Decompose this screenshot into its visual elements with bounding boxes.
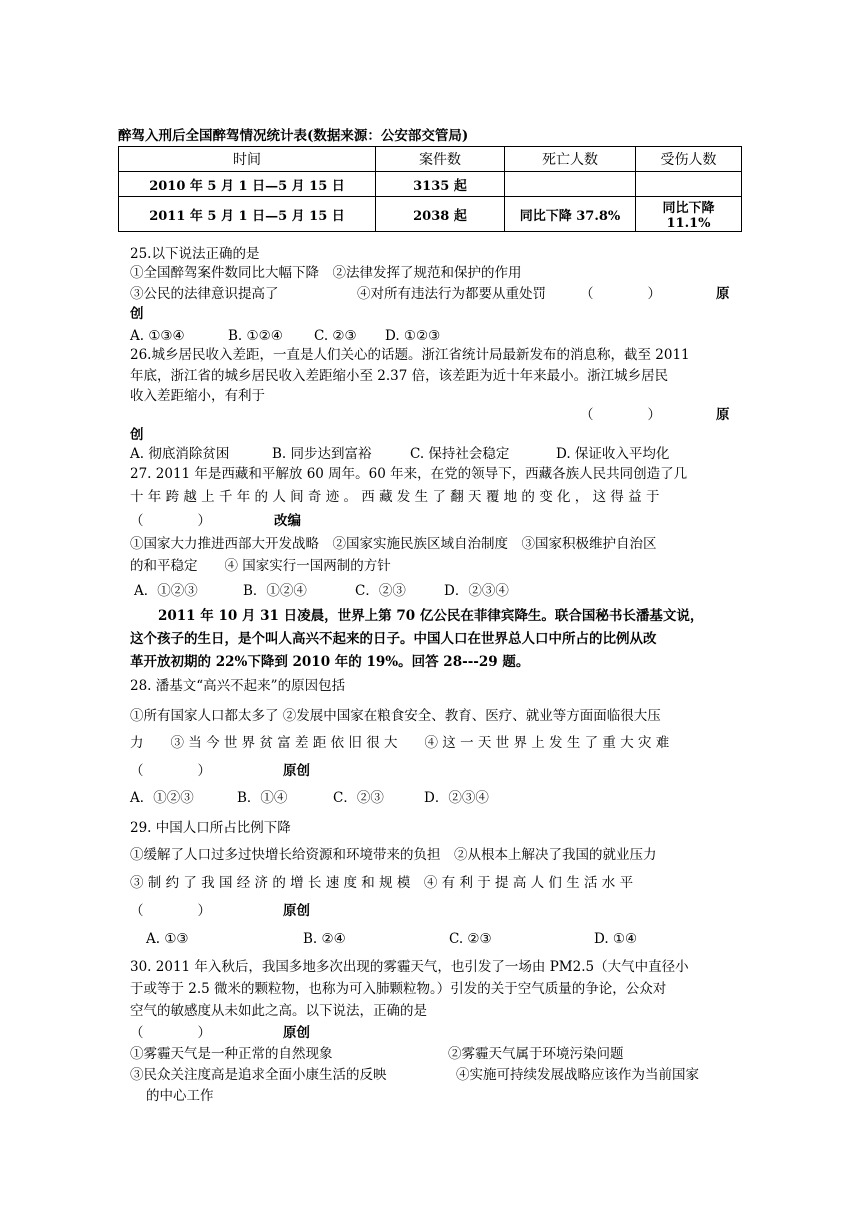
cell-injuries: 同比下降 11.1% <box>636 197 742 232</box>
q27-answer-paren: （ ） <box>130 513 211 529</box>
q25-option3: ③公民的法律意识提高了 <box>130 286 279 302</box>
q28-tag: 原创 <box>283 763 310 779</box>
q26-choice-d: D. 保证收入平均化 <box>556 446 670 462</box>
q27-choice-a: A．①②③ <box>134 583 198 599</box>
q30-answer-paren: （ ） <box>130 1025 211 1041</box>
passage-line3: 革开放初期的 22%下降到 2010 年的 19%。回答 28---29 题。 <box>130 654 530 670</box>
passage-line1: 2011 年 10 月 31 日凌晨，世界上第 70 亿公民在菲律宾降生。联合国秘书长潘基文说， <box>158 608 704 624</box>
cell-deaths: 同比下降 37.8% <box>505 197 636 232</box>
cell-deaths <box>505 172 636 197</box>
q26-line3: 收入差距缩小，有利于 <box>130 388 265 404</box>
cell-injuries <box>636 172 742 197</box>
q29-stem: 29. 中国人口所占比例下降 <box>130 820 291 836</box>
q26-choice-a: A. 彻底消除贫困 <box>130 446 230 462</box>
q28-options-line2: 力 ③ 当 今 世 界 贫 富 差 距 依 旧 很 大 ④ 这 一 天 世 界 上 发 生 了 重 大 灾 难 <box>130 735 670 751</box>
q29-choice-c: C. ②③ <box>449 931 492 947</box>
q30-line2: 于或等于 2.5 微米的颗粒物，也称为可入肺颗粒物。）引发的关于空气质量的争论，公众对 <box>130 981 667 997</box>
cell-cases: 2038 起 <box>376 197 505 232</box>
q28-choice-c: C．②③ <box>333 790 384 806</box>
q30-option4-continued: 的中心工作 <box>146 1088 214 1104</box>
table-header-row <box>119 147 742 172</box>
q27-line2: 十 年 跨 越 上 千 年 的 人 间 奇 迹 。 西 藏 发 生 了 翻 天 覆 地 的 变 化 ， 这 得 益 于 <box>130 489 660 505</box>
header-cases: 案件数 <box>376 147 505 172</box>
q28-choice-d: D．②③④ <box>424 790 489 806</box>
q27-choice-d: D．②③④ <box>444 583 509 599</box>
q26-tag-part1: 原 <box>716 407 730 423</box>
q27-line1: 27. 2011 年是西藏和平解放 60 周年。60 年来，在党的领导下，西藏各族人民共同创造了几 <box>130 466 688 482</box>
q26-line2: 年底，浙江省的城乡居民收入差距缩小至 2.37 倍，该差距为近十年来最小。浙江城乡居民 <box>130 368 669 384</box>
q26-tag-part2: 创 <box>130 427 144 443</box>
q27-options-line1: ①国家大力推进西部大开发战略 ②国家实施民族区域自治制度 ③国家积极维护自治区 <box>130 536 657 552</box>
q25-stem: 25.以下说法正确的是 <box>130 246 260 262</box>
q25-choice-c: C. ②③ <box>314 328 357 344</box>
table-title: 醉驾入刑后全国醉驾情况统计表(数据来源：公安部交管局) <box>118 128 469 144</box>
q29-options-line1: ①缓解了人口过多过快增长给资源和环境带来的负担 ②从根本上解决了我国的就业压力 <box>130 847 657 863</box>
q25-tag-part2: 创 <box>130 306 144 322</box>
q29-options-line2: ③ 制 约 了 我 国 经 济 的 增 长 速 度 和 规 模 ④ 有 利 于 提 高 人 们 生 活 水 平 <box>130 875 634 891</box>
q27-choice-b: B．①②④ <box>243 583 307 599</box>
table-row <box>119 172 742 197</box>
q27-options-line2: 的和平稳定 ④ 国家实行一国两制的方针 <box>130 558 391 574</box>
cell-cases: 3135 起 <box>376 172 505 197</box>
q30-tag: 原创 <box>283 1025 310 1041</box>
q30-option2: ②雾霾天气属于环境污染问题 <box>448 1046 624 1062</box>
q29-answer-paren: （ ） <box>130 903 211 919</box>
q25-choice-a: A. ①③④ <box>130 328 185 344</box>
q29-choice-a: A. ①③ <box>146 931 189 947</box>
q27-choice-c: C．②③ <box>355 583 406 599</box>
statistics-table <box>118 146 742 232</box>
q30-option4: ④实施可持续发展战略应该作为当前国家 <box>456 1067 699 1083</box>
q29-choice-b: B. ②④ <box>303 931 346 947</box>
table-row <box>119 197 742 232</box>
q29-tag: 原创 <box>283 903 310 919</box>
q28-options-line1: ①所有国家人口都太多了 ②发展中国家在粮食安全、教育、医疗、就业等方面面临很大压 <box>130 708 661 724</box>
q26-line1: 26.城乡居民收入差距，一直是人们关心的话题。浙江省统计局最新发布的消息称，截至 2011 <box>130 347 690 363</box>
q30-option3: ③民众关注度高是追求全面小康生活的反映 <box>130 1067 387 1083</box>
q29-choice-d: D. ①④ <box>594 931 638 947</box>
header-injuries: 受伤人数 <box>636 147 742 172</box>
q26-answer-paren: （ ） <box>580 407 661 423</box>
q26-choice-c: C. 保持社会稳定 <box>410 446 510 462</box>
passage-line2: 这个孩子的生日，是个叫人高兴不起来的日子。中国人口在世界总人口中所占的比例从改 <box>130 631 657 647</box>
header-deaths: 死亡人数 <box>505 147 636 172</box>
q25-choice-b: B. ①②④ <box>228 328 283 344</box>
cell-time: 2010 年 5 月 1 日—5 月 15 日 <box>119 172 376 197</box>
q28-stem: 28. 潘基文“高兴不起来”的原因包括 <box>130 678 346 694</box>
q28-choice-b: B．①④ <box>237 790 288 806</box>
q28-answer-paren: （ ） <box>130 763 211 779</box>
q25-answer-paren: （ ） <box>580 286 661 302</box>
q28-choice-a: A．①②③ <box>130 790 194 806</box>
q25-tag-part1: 原 <box>716 286 730 302</box>
q30-line1: 30. 2011 年入秋后，我国多地多次出现的雾霾天气，也引发了一场由 PM2.5（大气中直径小 <box>130 959 689 975</box>
q26-choice-b: B. 同步达到富裕 <box>272 446 372 462</box>
cell-time: 2011 年 5 月 1 日—5 月 15 日 <box>119 197 376 232</box>
q30-line3: 空气的敏感度从未如此之高。以下说法，正确的是 <box>130 1003 427 1019</box>
q25-option4: ④对所有违法行为都要从重处罚 <box>357 286 546 302</box>
q30-option1: ①雾霾天气是一种正常的自然现象 <box>130 1046 333 1062</box>
q25-choice-d: D. ①②③ <box>385 328 441 344</box>
q27-tag: 改编 <box>274 513 301 529</box>
q25-options-line1: ①全国醉驾案件数同比大幅下降 ②法律发挥了规范和保护的作用 <box>130 265 522 281</box>
header-time: 时间 <box>119 147 376 172</box>
